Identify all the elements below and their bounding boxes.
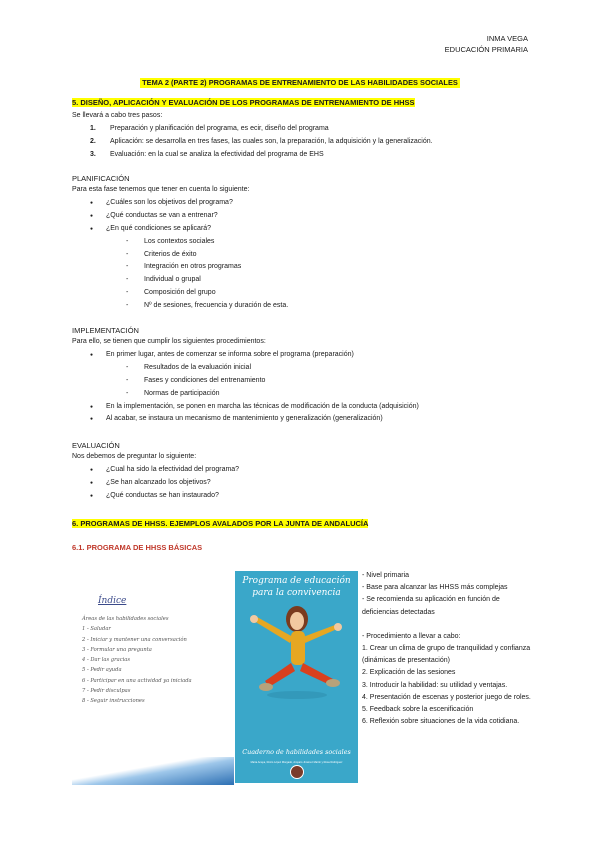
list-item: - Normas de participación (106, 388, 528, 401)
implementacion-intro: Para ello, se tienen que cumplir los siguientes procedimientos: (72, 338, 266, 345)
list-item: ● ¿Cuáles son los objetivos del programa? (72, 197, 528, 210)
planificacion-intro: Para esta fase tenemos que tener en cuenta lo siguiente: (72, 186, 250, 193)
evaluacion-questions (72, 464, 528, 503)
procedure-step: 4. Presentación de escenas y posterior juego de roles. (362, 693, 531, 701)
procedure-step: 2. Explicación de las sesiones (362, 669, 456, 677)
page-header (445, 33, 528, 55)
implementacion-heading: IMPLEMENTACIÓN (72, 326, 139, 335)
section-6-1-heading: 6.1. PROGRAMA DE HHSS BÁSICAS (72, 543, 203, 552)
list-item: - Nº de sesiones, frecuencia y duración de esta. (106, 300, 528, 313)
list-item: - Individual o grupal (106, 274, 528, 287)
list-item: 7 - Pedir disculpas (82, 688, 131, 695)
list-item: 6 - Participar en una actividad ya iniciada (82, 677, 192, 684)
book-cover-image (235, 571, 358, 783)
list-item: ● ¿En qué condiciones se aplicará? - Los contextos sociales - Criterios de éxito - Integración en otros programas - Individual o grupal - Composición del grupo - Nº de sesiones, frecuencia y duración de esta. (72, 223, 528, 313)
program-info (362, 570, 532, 728)
title-block (72, 72, 528, 90)
document-title: TEMA 2 (PARTE 2) PROGRAMAS DE ENTRENAMIENTO DE LAS HABILIDADES SOCIALES (142, 78, 458, 87)
list-item: 4 - Dar las gracias (82, 657, 131, 664)
index-title: Índice (98, 596, 127, 606)
evaluacion-section (72, 440, 528, 503)
procedure-step: 5. Feedback sobre la escenificación (362, 706, 474, 714)
section-5 (72, 97, 528, 162)
info-line: - Se recomienda su aplicación en función de deficiencias detectadas (362, 596, 500, 616)
list-item: ● En primer lugar, antes de comenzar se informa sobre el programa (preparación) - Resultados de la evaluación inicial - Fases y condiciones del entrenamiento - Normas de participación (72, 349, 528, 401)
list-item: - Composición del grupo (106, 287, 528, 300)
procedure-step: 1. Crear un clima de grupo de tranquilidad y confianza (dinámicas de presentación) (362, 645, 531, 665)
planificacion-heading: PLANIFICACIÓN (72, 174, 130, 183)
list-item: - Integración en otros programas (106, 261, 528, 274)
evaluacion-heading: EVALUACIÓN (72, 441, 120, 450)
list-item: - Fases y condiciones del entrenamiento (106, 375, 528, 388)
cover-authors: Marta Anaya, Rocío López Morgado, Amparo Jiménez Martín y Rosa Rodríguez (250, 761, 343, 764)
section-6 (72, 518, 528, 553)
evaluacion-intro: Nos debemos de preguntar lo siguiente: (72, 453, 197, 460)
list-item: 2 - Iniciar y mantener una conversación (82, 636, 187, 643)
list-item: ● En la implementación, se ponen en marcha las técnicas de modificación de la conducta (adquisición) (72, 401, 528, 414)
info-line: - Base para alcanzar las HHSS más complejas (362, 584, 508, 592)
author-name: INMA VEGA (486, 34, 528, 43)
decorative-blue-band (72, 757, 234, 785)
cover-illustration (235, 597, 358, 747)
implementacion-section (72, 325, 528, 426)
info-line: - Nivel primaria (362, 572, 410, 579)
course-name: EDUCACIÓN PRIMARIA (444, 45, 528, 54)
list-item: ● ¿Cual ha sido la efectividad del programa? (72, 464, 528, 477)
planificacion-section (72, 173, 528, 313)
list-item: ● Al acabar, se instaura un mecanismo de mantenimiento y generalización (generalización) (72, 413, 528, 426)
preparation-list (106, 362, 528, 401)
procedure-step: 6. Reflexión sobre situaciones de la vida cotidiana. (362, 718, 520, 726)
list-item: - Resultados de la evaluación inicial (106, 362, 528, 375)
section-5-intro: Se llevará a cabo tres pasos: (72, 112, 163, 119)
cover-subtitle: Cuaderno de habilidades sociales (242, 748, 351, 756)
section-5-heading: 5. DISEÑO, APLICACIÓN Y EVALUACIÓN DE LOS PROGRAMAS DE ENTRENAMIENTO DE HHSS (72, 98, 415, 107)
publisher-logo (290, 765, 304, 779)
list-item: 3. Evaluación: en la cual se analiza la efectividad del programa de EHS (90, 150, 324, 158)
list-item: - Los contextos sociales (106, 236, 528, 249)
procedure-heading: - Procedimiento a llevar a cabo: (362, 632, 461, 640)
planificacion-questions (72, 197, 528, 313)
list-item: Áreas de las habilidades sociales (82, 616, 169, 622)
list-item: ● ¿Qué conductas se han instaurado? (72, 490, 528, 503)
list-item: 2. Aplicación: se desarrolla en tres fases, las cuales son, la preparación, la adquisición y la generalización. (90, 137, 433, 145)
list-item: - Criterios de éxito (106, 249, 528, 262)
list-item: 8 - Seguir instrucciones (82, 698, 145, 705)
list-item: 5 - Pedir ayuda (82, 667, 122, 674)
index-list (72, 614, 228, 707)
list-item: 3 - Formular una pregunta (82, 646, 152, 653)
conditions-list (106, 236, 528, 313)
cover-title: Programa de educación para la convivencia (242, 576, 351, 598)
procedure-step: 3. Introducir la habilidad: su utilidad y ventajas. (362, 681, 508, 689)
list-item: 1 - Saludar (82, 626, 111, 633)
list-item: 1. Preparación y planificación del programa, es ecir, diseño del programa (90, 124, 329, 132)
implementacion-list (72, 349, 528, 426)
list-item: ● ¿Qué conductas se van a entrenar? (72, 210, 528, 223)
list-item: ● ¿Se han alcanzado los objetivos? (72, 477, 528, 490)
steps-list (72, 123, 528, 162)
section-6-heading: 6. PROGRAMAS DE HHSS. EJEMPLOS AVALADOS POR LA JUNTA DE ANDALUCÍA (72, 519, 369, 528)
